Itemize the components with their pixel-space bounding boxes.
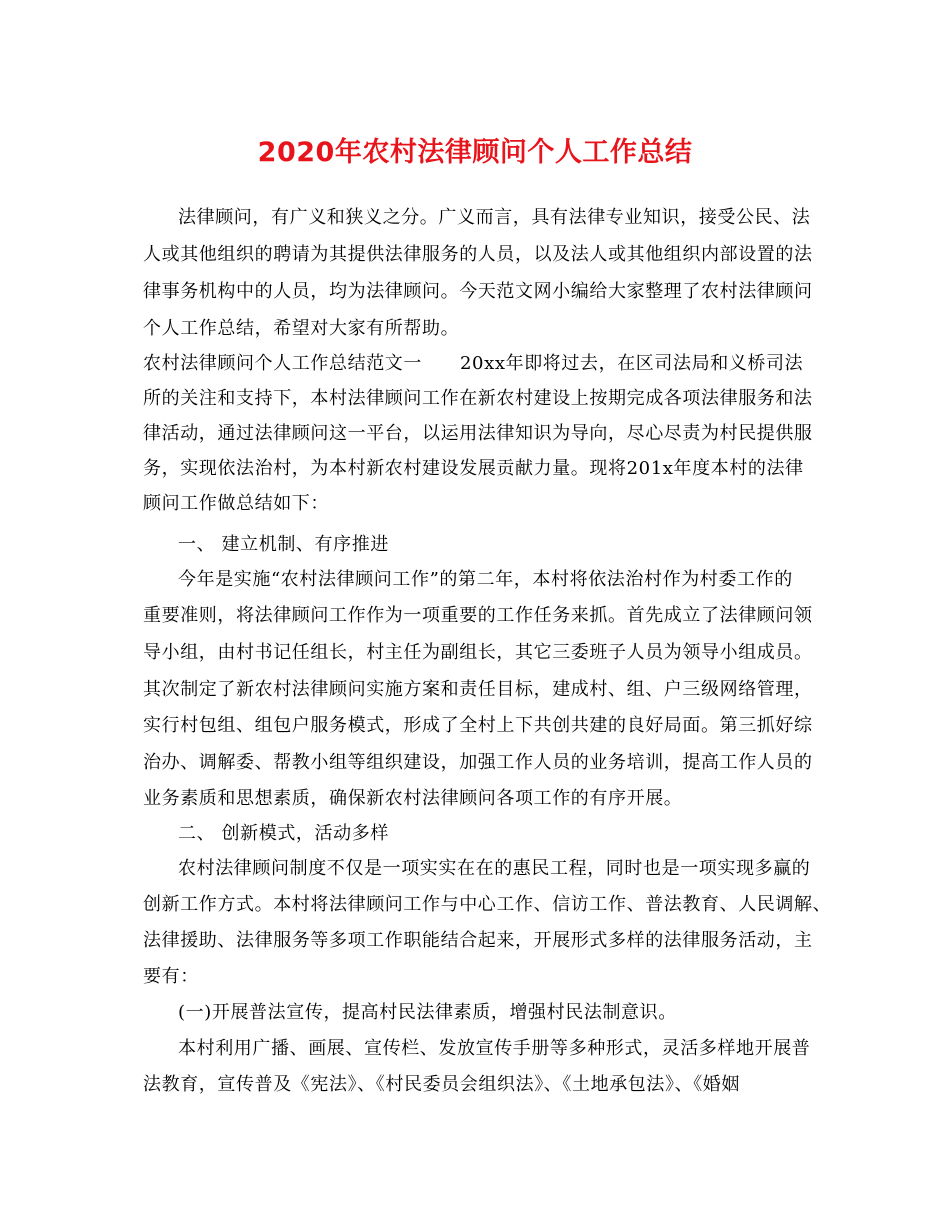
section2-line: 要有：: [143, 966, 199, 987]
section1-line: 重要准则，将法律顾问工作作为一项重要的工作任务来抓。首先成立了法律顾问领: [143, 605, 813, 626]
subsection-heading: (一)开展普法宣传，提高村民法律素质，增强村民法制意识。: [178, 1002, 677, 1023]
section1-line: 业务素质和思想素质，确保新农村法律顾问各项工作的有序开展。: [143, 788, 683, 809]
section1-line: 导小组，由村书记任组长，村主任为副组长，其它三委班子人员为领导小组成员。: [143, 642, 813, 663]
intro-line: 律事务机构中的人员，均为法律顾问。今天范文网小编给大家整理了农村法律顾问: [143, 281, 813, 302]
example-heading-line: [143, 352, 803, 376]
example-body-line: 律活动，通过法律顾问这一平台，以运用法律知识为导向，尽心尽责为村民提供服: [143, 423, 813, 444]
section2-line: 法律援助、法律服务等多项工作职能结合起来，开展形式多样的法律服务活动，主: [143, 930, 813, 951]
section2-line: 创新工作方式。本村将法律顾问工作与中心工作、信访工作、普法教育、人民调解、: [143, 894, 832, 915]
example-body-line: 所的关注和支持下，本村法律顾问工作在新农村建设上按期完成各项法律服务和法: [143, 388, 813, 409]
example-heading: 农村法律顾问个人工作总结范文一: [143, 353, 422, 374]
section2-line: 农村法律顾问制度不仅是一项实实在在的惠民工程，同时也是一项实现多赢的: [178, 858, 811, 879]
page-title: 2020年农村法律顾问个人工作总结: [257, 137, 693, 168]
example-body-line: 务，实现依法治村，为本村新农村建设发展贡献力量。现将201x年度本村的法律: [143, 458, 804, 479]
section-heading: 一、 建立机制、有序推进: [178, 534, 389, 555]
section1-line: 其次制定了新农村法律顾问实施方案和责任目标，建成村、组、户三级网络管理，: [143, 679, 813, 700]
intro-line: 法律顾问，有广义和狭义之分。广义而言，具有法律专业知识，接受公民、法: [178, 207, 811, 228]
example-first-line: 20xx年即将过去，在区司法局和义桥司法: [460, 353, 804, 374]
subsection-line: 本村利用广播、画展、宣传栏、发放宣传手册等多种形式，灵活多样地开展普: [178, 1038, 811, 1059]
section1-line: 治办、调解委、帮教小组等组织建设，加强工作人员的业务培训，提高工作人员的: [143, 752, 813, 773]
intro-line: 个人工作总结，希望对大家有所帮助。: [143, 318, 460, 339]
section1-line: 实行村包组、组包户服务模式，形成了全村上下共创共建的良好局面。第三抓好综: [143, 715, 813, 736]
example-body-line: 顾问工作做总结如下：: [143, 493, 329, 514]
subsection-line: 法教育，宣传普及《宪法》、《村民委员会组织法》、《土地承包法》、《婚姻: [143, 1074, 740, 1095]
section-heading: 二、 创新模式，活动多样: [178, 823, 389, 844]
section1-line: 今年是实施“农村法律顾问工作”的第二年，本村将依法治村作为村委工作的: [178, 569, 793, 590]
intro-line: 人或其他组织的聘请为其提供法律服务的人员，以及法人或其他组织内部设置的法: [143, 244, 813, 265]
